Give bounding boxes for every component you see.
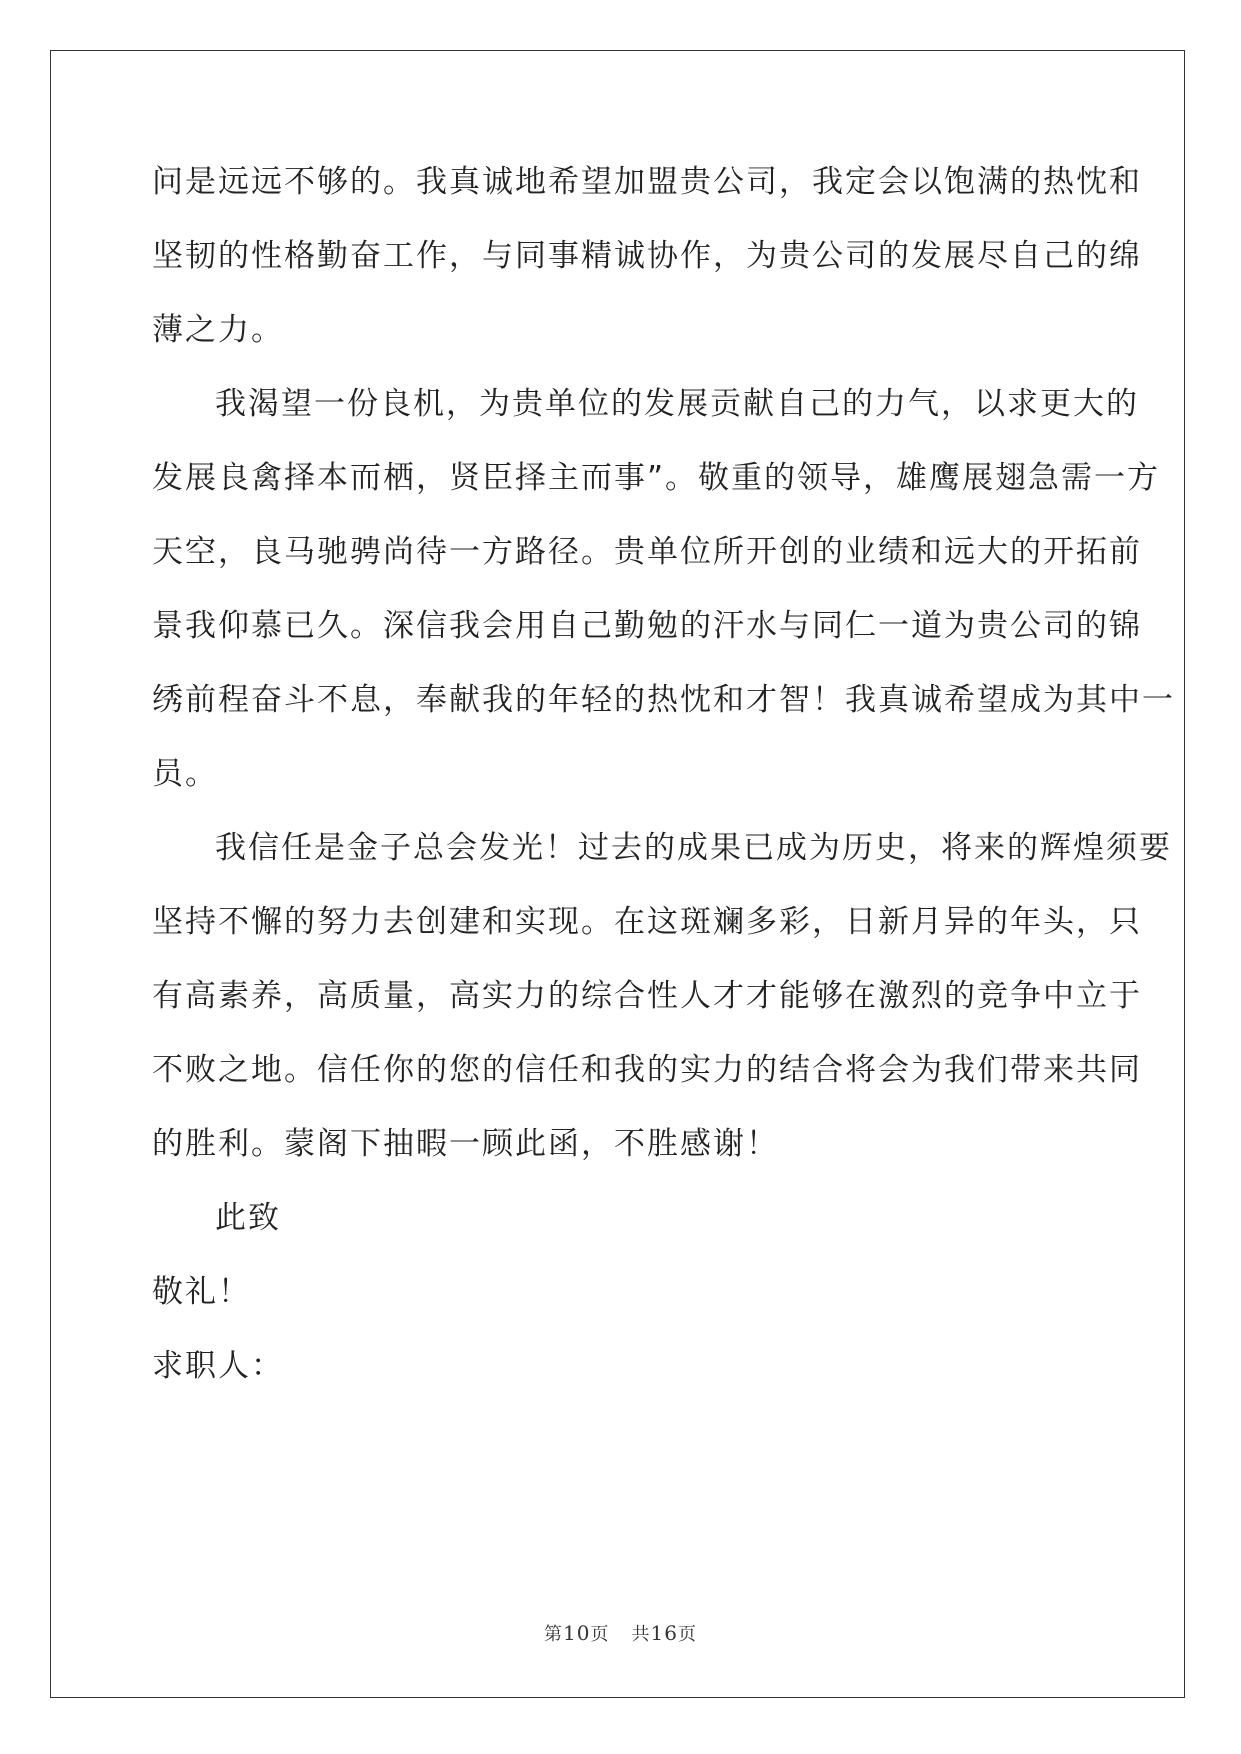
text-line: 有高素养，高质量，高实力的综合性人才才能够在激烈的竞争中立于 — [152, 978, 1142, 1014]
footer-prefix: 第 — [544, 1624, 564, 1645]
text-line: 绣前程奋斗不息，奉献我的年轻的热忱和才智！我真诚希望成为其中一 — [152, 682, 1175, 718]
page-total: 16 — [650, 1621, 678, 1645]
page-current: 10 — [563, 1621, 591, 1645]
footer-total-prefix: 共 — [631, 1624, 651, 1645]
text-line: 员。 — [152, 756, 218, 792]
text-line: 问是远远不够的。我真诚地希望加盟贵公司，我定会以饱满的热忱和 — [152, 164, 1142, 200]
closing-respect: 敬礼！ — [152, 1274, 251, 1310]
text-line: 我信任是金子总会发光！过去的成果已成为历史，将来的辉煌须要 — [215, 830, 1172, 866]
text-line: 的胜利。蒙阁下抽暇一顾此函，不胜感谢！ — [152, 1126, 779, 1162]
text-line: 我渴望一份良机，为贵单位的发展贡献自己的力气，以求更大的 — [215, 386, 1139, 422]
page-footer — [0, 1620, 1241, 1646]
text-line: 天空，良马驰骋尚待一方路径。贵单位所开创的业绩和远大的开拓前 — [152, 534, 1142, 570]
letter-body — [152, 162, 1175, 1420]
footer-page-suffix: 页 — [590, 1624, 610, 1645]
signature-label: 求职人： — [152, 1348, 284, 1384]
closing-salutation: 此致 — [215, 1200, 281, 1236]
footer-total-suffix: 页 — [677, 1624, 697, 1645]
text-line: 薄之力。 — [152, 312, 284, 348]
text-line: 坚韧的性格勤奋工作，与同事精诚协作，为贵公司的发展尽自己的绵 — [152, 238, 1142, 274]
text-line: 不败之地。信任你的您的信任和我的实力的结合将会为我们带来共同 — [152, 1052, 1142, 1088]
text-line: 景我仰慕已久。深信我会用自己勤勉的汗水与同仁一道为贵公司的锦 — [152, 608, 1142, 644]
text-line: 发展良禽择本而栖，贤臣择主而事”。敬重的领导，雄鹰展翅急需一方 — [152, 460, 1161, 496]
text-line: 坚持不懈的努力去创建和实现。在这斑斓多彩，日新月异的年头，只 — [152, 904, 1142, 940]
